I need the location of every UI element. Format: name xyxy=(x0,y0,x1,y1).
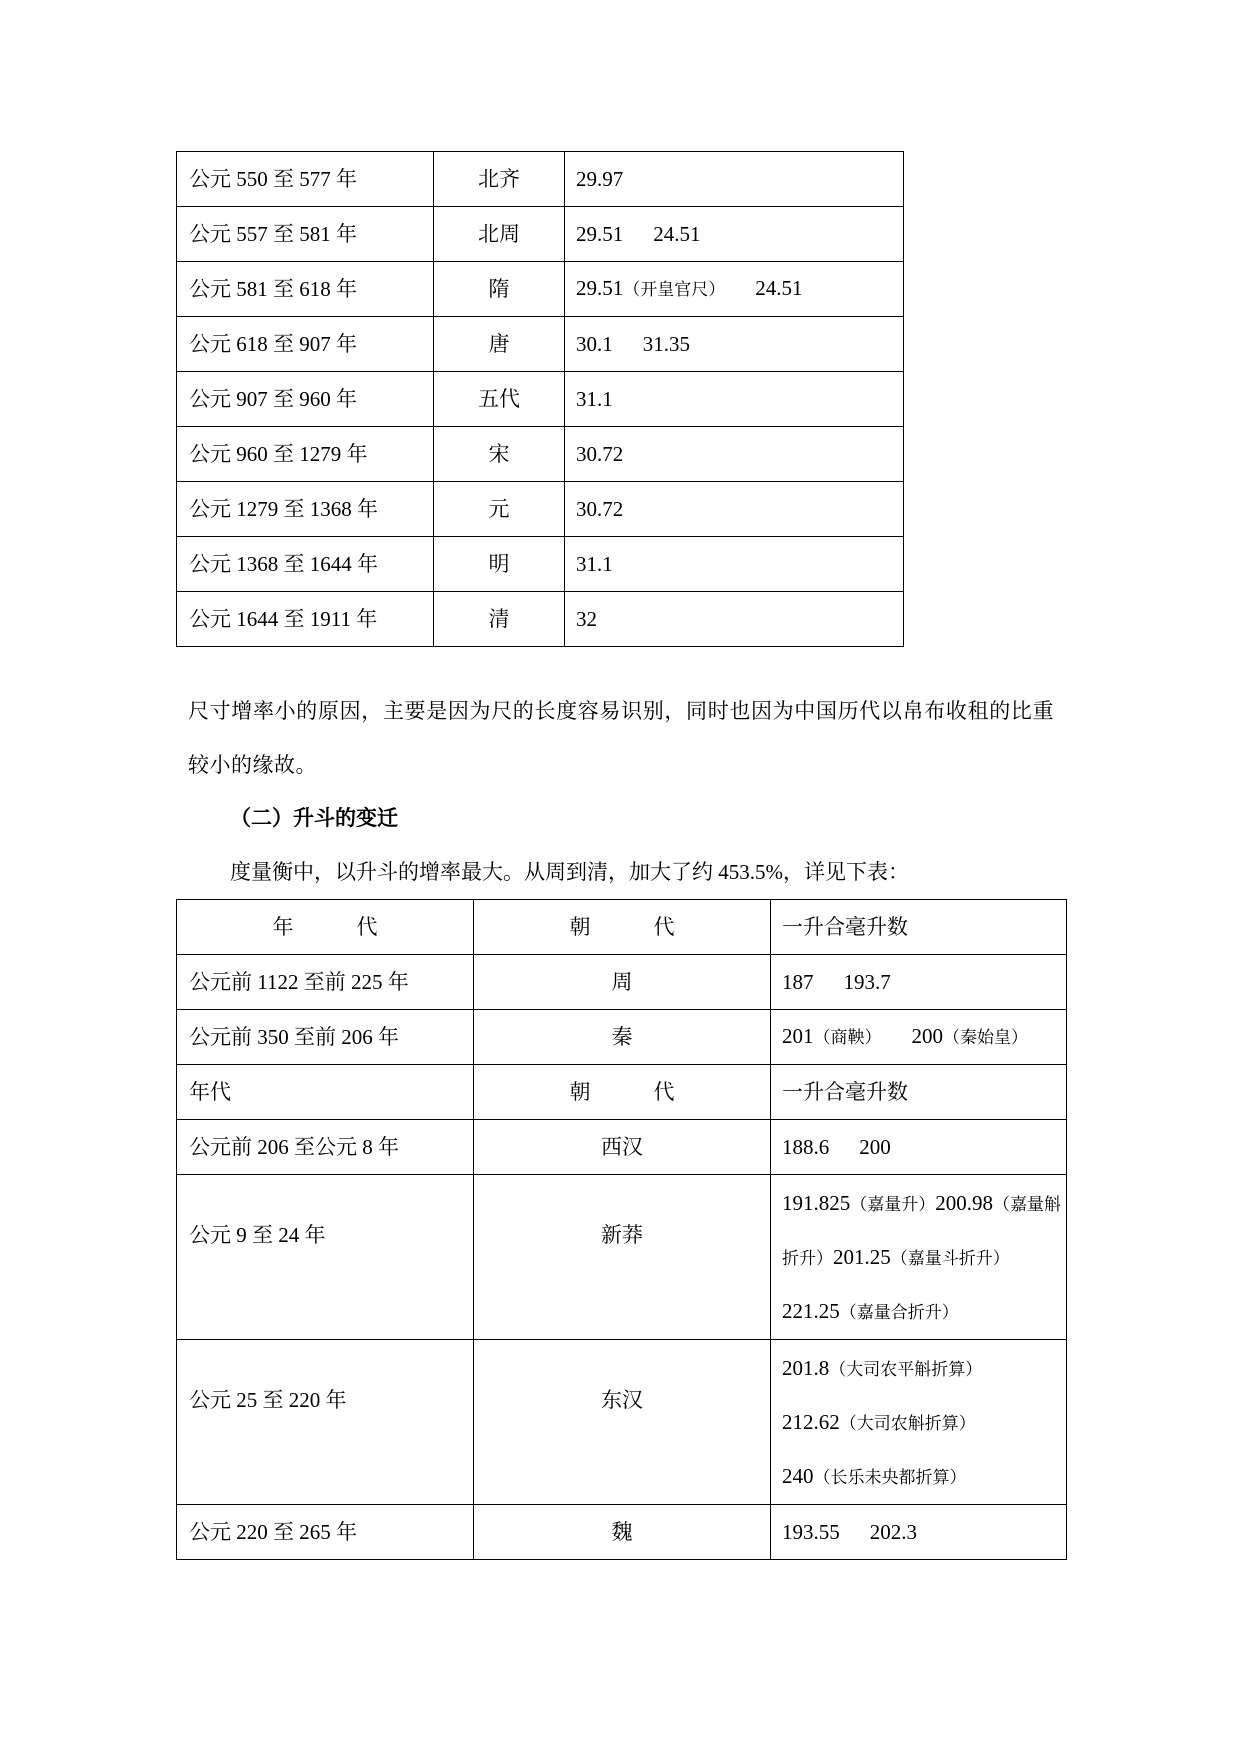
period-cell: 公元 550 至 577 年 xyxy=(177,152,434,207)
value: 30.1 xyxy=(576,331,613,356)
period-cell: 公元 960 至 1279 年 xyxy=(177,427,434,482)
table-row xyxy=(177,1175,1067,1340)
value-number: 201.25 xyxy=(833,1245,891,1269)
value: 187 xyxy=(782,969,814,994)
table-row xyxy=(177,262,904,317)
value-cell xyxy=(565,317,904,372)
table-row xyxy=(177,1010,1067,1065)
value-cell xyxy=(565,372,904,427)
dynasty-cell: 北周 xyxy=(434,207,565,262)
value: 193.55 xyxy=(782,1519,840,1544)
period-cell: 公元 1279 至 1368 年 xyxy=(177,482,434,537)
table-row xyxy=(177,1505,1067,1560)
dynasty-cell: 东汉 xyxy=(474,1340,771,1505)
value-note: （秦始皇） xyxy=(943,1028,1028,1047)
header-cell-volume: 一升合毫升数 xyxy=(771,1065,1067,1120)
value-note: （嘉量斗折升） xyxy=(890,1249,1010,1268)
header-cell-period: 年代 xyxy=(177,1065,474,1120)
value xyxy=(782,1396,1061,1450)
period-cell: 公元前 206 至公元 8 年 xyxy=(177,1120,474,1175)
dynasty-cell: 周 xyxy=(474,955,771,1010)
value: 32 xyxy=(576,606,597,631)
chi-length-table xyxy=(176,151,904,647)
value xyxy=(782,1299,959,1323)
value xyxy=(833,1245,1010,1269)
value: 31.1 xyxy=(576,386,613,411)
value-cell xyxy=(565,427,904,482)
value-note: （长乐未央都折算） xyxy=(813,1468,967,1487)
dynasty-cell: 魏 xyxy=(474,1505,771,1560)
dynasty-cell: 宋 xyxy=(434,427,565,482)
period-cell: 公元 557 至 581 年 xyxy=(177,207,434,262)
table-repeat-header-row xyxy=(177,1065,1067,1120)
table-row xyxy=(177,592,904,647)
table-row xyxy=(177,482,904,537)
value: 200 xyxy=(859,1134,891,1159)
value-number: 200 xyxy=(911,1024,943,1048)
value: 202.3 xyxy=(869,1519,917,1544)
value-number: 201.8 xyxy=(782,1356,830,1380)
dynasty-cell: 西汉 xyxy=(474,1120,771,1175)
value: 31.1 xyxy=(576,551,613,576)
table-row xyxy=(177,152,904,207)
period-cell: 公元前 1122 至前 225 年 xyxy=(177,955,474,1010)
value xyxy=(782,1450,1061,1504)
sheng-volume-table xyxy=(176,899,1067,1560)
intro-paragraph: 度量衡中，以升斗的增率最大。从周到清，加大了约 453.5%，详见下表： xyxy=(230,860,909,884)
period-cell: 公元前 350 至前 206 年 xyxy=(177,1010,474,1065)
value-number: 29.51 xyxy=(576,276,624,300)
header-cell-dynasty: 朝 代 xyxy=(474,1065,771,1120)
dynasty-cell: 元 xyxy=(434,482,565,537)
value xyxy=(782,1024,882,1048)
dynasty-cell: 秦 xyxy=(474,1010,771,1065)
value: 30.72 xyxy=(576,496,624,521)
value-number: 200.98 xyxy=(935,1191,993,1215)
value-number: 212.62 xyxy=(782,1410,840,1434)
period-cell: 公元 9 至 24 年 xyxy=(177,1175,474,1340)
value-cell xyxy=(565,207,904,262)
period-cell: 公元 1368 至 1644 年 xyxy=(177,537,434,592)
value-note: （大司农平斛折算） xyxy=(829,1360,983,1379)
value-note: （嘉量斛折升） xyxy=(782,1195,1061,1268)
period-cell: 公元 25 至 220 年 xyxy=(177,1340,474,1505)
table-header-row xyxy=(177,900,1067,955)
value-cell xyxy=(771,1175,1067,1340)
value-cell xyxy=(771,955,1067,1010)
value: 188.6 xyxy=(782,1134,830,1159)
table-row xyxy=(177,1120,1067,1175)
table-row xyxy=(177,427,904,482)
value-note: （开皇官尺） xyxy=(623,280,726,299)
dynasty-cell: 北齐 xyxy=(434,152,565,207)
dynasty-cell: 唐 xyxy=(434,317,565,372)
value-note: （大司农斛折算） xyxy=(839,1414,976,1433)
value: 29.97 xyxy=(576,166,624,191)
body-paragraph: 尺寸增率小的原因，主要是因为尺的长度容易识别，同时也因为中国历代以帛布收租的比重较小的缘故。 xyxy=(188,699,1054,777)
table-row xyxy=(177,1340,1067,1505)
value-cell xyxy=(771,1340,1067,1505)
value-number: 201 xyxy=(782,1024,814,1048)
section-heading: （二）升斗的变迁 xyxy=(230,806,398,830)
value xyxy=(912,1024,1029,1048)
header-cell-period: 年 代 xyxy=(177,900,474,955)
value-note: （嘉量升） xyxy=(850,1195,936,1214)
dynasty-cell: 清 xyxy=(434,592,565,647)
table-row xyxy=(177,317,904,372)
value-cell xyxy=(565,262,904,317)
period-cell: 公元 907 至 960 年 xyxy=(177,372,434,427)
dynasty-cell: 新莽 xyxy=(474,1175,771,1340)
table-row xyxy=(177,207,904,262)
header-cell-dynasty: 朝 代 xyxy=(474,900,771,955)
table-row xyxy=(177,955,1067,1010)
period-cell: 公元 618 至 907 年 xyxy=(177,317,434,372)
value-cell xyxy=(565,152,904,207)
value-cell xyxy=(565,482,904,537)
value-number: 240 xyxy=(782,1464,814,1488)
value: 29.51 xyxy=(576,221,624,246)
value-note: （商鞅） xyxy=(813,1028,882,1047)
table-row xyxy=(177,537,904,592)
value-note: （嘉量合折升） xyxy=(839,1303,959,1322)
value: 30.72 xyxy=(576,441,624,466)
header-cell-volume: 一升合毫升数 xyxy=(771,900,1067,955)
value-cell xyxy=(771,1010,1067,1065)
value xyxy=(576,276,725,300)
table-row xyxy=(177,372,904,427)
value-cell xyxy=(565,592,904,647)
value-cell xyxy=(771,1120,1067,1175)
value xyxy=(782,1191,935,1215)
dynasty-cell: 隋 xyxy=(434,262,565,317)
value: 31.35 xyxy=(642,331,690,356)
value: 24.51 xyxy=(653,221,701,246)
dynasty-cell: 五代 xyxy=(434,372,565,427)
value: 193.7 xyxy=(843,969,891,994)
period-cell: 公元 581 至 618 年 xyxy=(177,262,434,317)
value-cell xyxy=(771,1505,1067,1560)
period-cell: 公元 1644 至 1911 年 xyxy=(177,592,434,647)
dynasty-cell: 明 xyxy=(434,537,565,592)
value-number: 221.25 xyxy=(782,1299,840,1323)
value-number: 191.825 xyxy=(782,1191,851,1215)
value: 24.51 xyxy=(755,276,803,300)
value-cell xyxy=(565,537,904,592)
value xyxy=(782,1342,1061,1396)
period-cell: 公元 220 至 265 年 xyxy=(177,1505,474,1560)
